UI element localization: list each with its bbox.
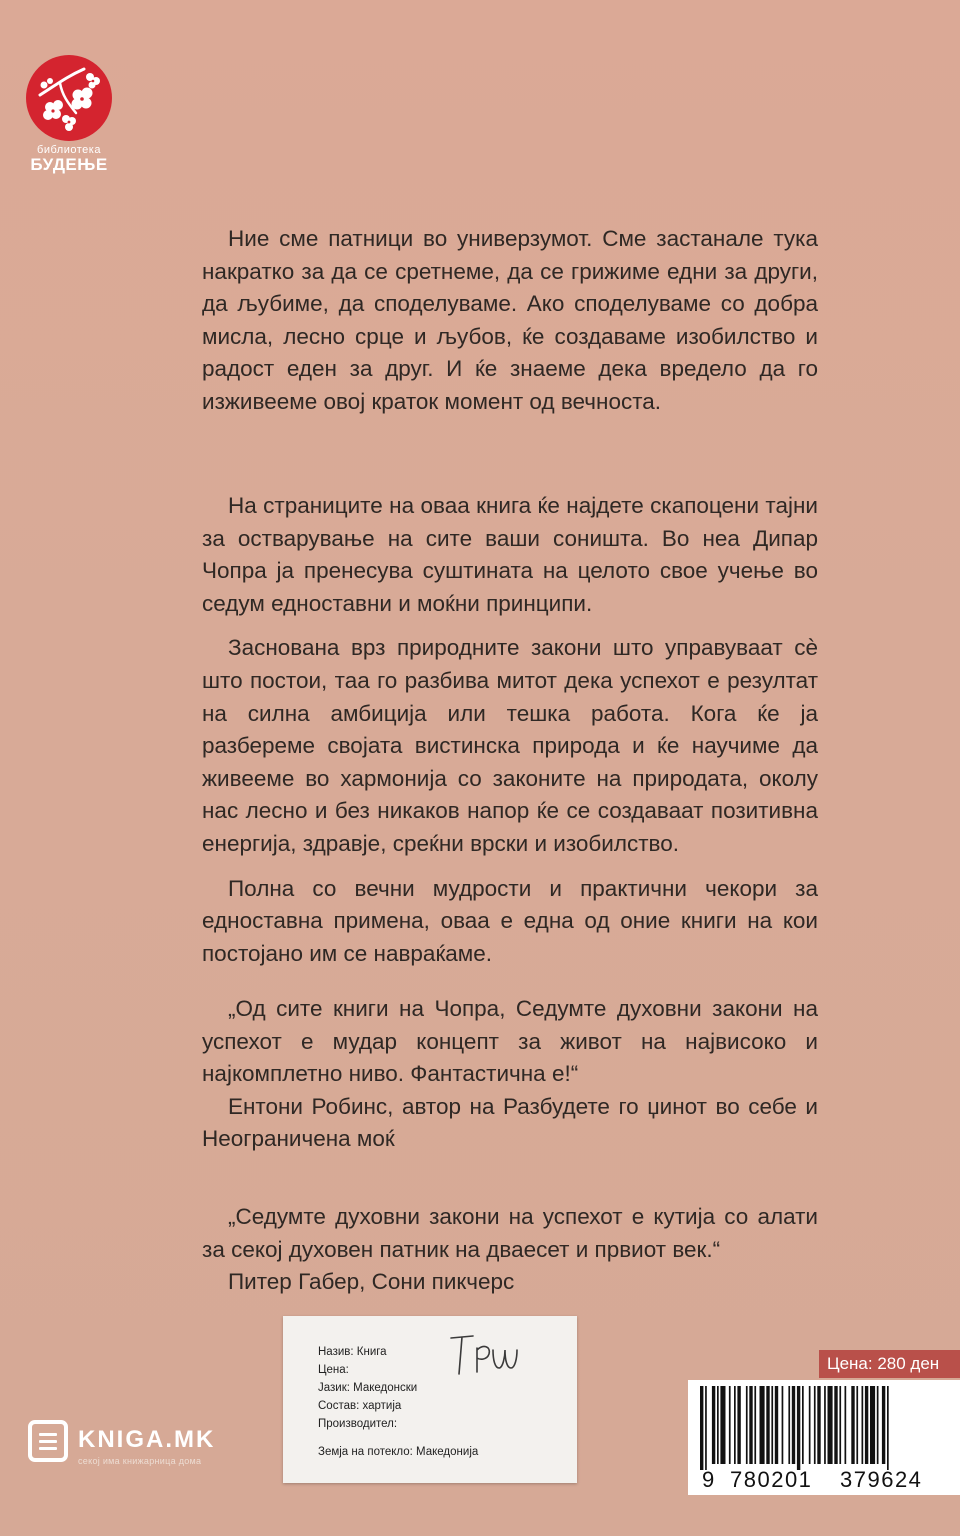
barcode-bar <box>870 1386 875 1464</box>
isbn-prefix: 9 <box>702 1467 715 1492</box>
barcode-bar <box>862 1386 864 1464</box>
book-lines-icon <box>28 1420 68 1462</box>
product-label <box>283 1316 577 1483</box>
description-text <box>202 490 818 970</box>
barcode-bar <box>720 1386 725 1464</box>
barcode-bar <box>824 1386 826 1464</box>
intro-paragraph: Ние сме патници во универзумот. Сме застанале тука накратко за да се сретнеме, да се грижиме едни за други, да љубиме, да споделуваме. Ако споделуваме со добра мисла, лесно срце и љубов, ќе создаваме изобилство и радост еден за друг. И ќе знаеме дека вредело да го изживееме овој краток момент од вечноста. <box>202 226 818 414</box>
quote-gaber <box>202 1201 818 1299</box>
barcode-bar <box>817 1386 820 1464</box>
barcode <box>688 1380 960 1495</box>
quote-robbins <box>202 993 818 1156</box>
barcode-bar <box>802 1386 804 1464</box>
barcode-bar <box>712 1386 715 1464</box>
logo-title: БУДЕЊЕ <box>30 155 108 174</box>
barcode-bar <box>834 1386 837 1464</box>
barcode-bar <box>882 1386 885 1464</box>
isbn-group-2: 379624 <box>840 1467 923 1492</box>
barcode-bar <box>775 1386 778 1464</box>
quote-attribution: Ентони Робинс, автор на Разбудете го џинот во себе и Неограничена моќ <box>202 1093 818 1152</box>
barcode-bar <box>766 1386 769 1464</box>
isbn-digits <box>688 1467 960 1493</box>
barcode-bar <box>749 1386 752 1464</box>
cherry-blossom-icon <box>26 55 112 141</box>
handwritten-note <box>447 1330 527 1383</box>
barcode-bar <box>717 1386 719 1464</box>
barcode-bar <box>734 1386 736 1464</box>
price-tag: Цена: 280 ден <box>819 1350 960 1378</box>
label-composition: Состав: хартија <box>318 1400 402 1412</box>
quote-text: „Од сите книги на Чопра, Седумте духовни закони на успехот е мудар концепт за живот на највисоко и најкомплетно ниво. Фантастична е!“ <box>202 996 818 1087</box>
label-origin: Земја на потекло: Македонија <box>318 1446 479 1458</box>
barcode-bar <box>856 1386 858 1464</box>
intro-text <box>202 223 818 419</box>
quote-attribution: Питер Габер, Сони пикчерс <box>228 1269 515 1295</box>
barcode-bar <box>746 1386 748 1464</box>
barcode-bar <box>729 1386 731 1464</box>
quote-text: „Седумте духовни закони на успехот е кутија со алати за секој духовен патник на дваесет и првиот век.“ <box>202 1204 818 1262</box>
barcode-bar <box>851 1386 854 1464</box>
barcode-bar <box>865 1386 868 1464</box>
label-price: Цена: <box>318 1364 349 1376</box>
publisher-logo <box>25 55 113 175</box>
barcode-bar <box>809 1386 811 1464</box>
barcode-bar <box>788 1386 790 1464</box>
barcode-bar <box>760 1386 765 1464</box>
logo-caption: библиотека <box>37 144 101 156</box>
description-paragraph: Полна со вечни мудрости и практични чекори за едноставна примена, оваа е една од оние книги на кои постојано им се навраќаме. <box>202 875 818 966</box>
barcode-bar <box>845 1386 847 1464</box>
barcode-bar <box>705 1386 707 1470</box>
label-producer: Производител: <box>318 1418 398 1430</box>
barcode-bar <box>877 1386 879 1464</box>
label-name: Назив: Книга <box>318 1346 387 1358</box>
barcode-bar <box>887 1386 889 1470</box>
barcode-bar <box>828 1386 833 1464</box>
barcode-bar <box>700 1386 703 1470</box>
barcode-icon <box>688 1380 960 1470</box>
label-language: Јазик: Македонски <box>318 1382 418 1394</box>
description-paragraph: На страниците на оваа книга ќе најдете скапоцени тајни за остварување на сите ваши соништа. Во неа Дипар Чопра ја пренесува суштината на целото свое учење во седум едноставни и моќни принципи. <box>202 493 818 616</box>
barcode-bar <box>771 1386 773 1464</box>
isbn-group-1: 780201 <box>730 1467 813 1492</box>
barcode-bar <box>782 1386 784 1464</box>
barcode-bar <box>754 1386 756 1464</box>
barcode-bar <box>814 1386 816 1464</box>
barcode-bar <box>792 1386 795 1464</box>
barcode-bar <box>839 1386 841 1464</box>
barcode-bar <box>737 1386 740 1464</box>
description-paragraph: Заснована врз природните закони што управуваат сѐ што постои, таа го разбива митот дека успехот е резултат на силна амбиција или тешка работа. Кога ќе ја разбереме својата вистинска природа и ќе научиме да живееме во хармонија со законите на природата, околу нас лесно и без никаков напор ќе се создаваат позитивна енергија, здравје, среќни врски и изобилство. <box>202 635 818 856</box>
kniga-wordmark: KNIGA.MK <box>78 1426 216 1453</box>
barcode-bar <box>797 1386 800 1470</box>
kniga-tagline: секој има книжарница дома <box>78 1456 202 1466</box>
